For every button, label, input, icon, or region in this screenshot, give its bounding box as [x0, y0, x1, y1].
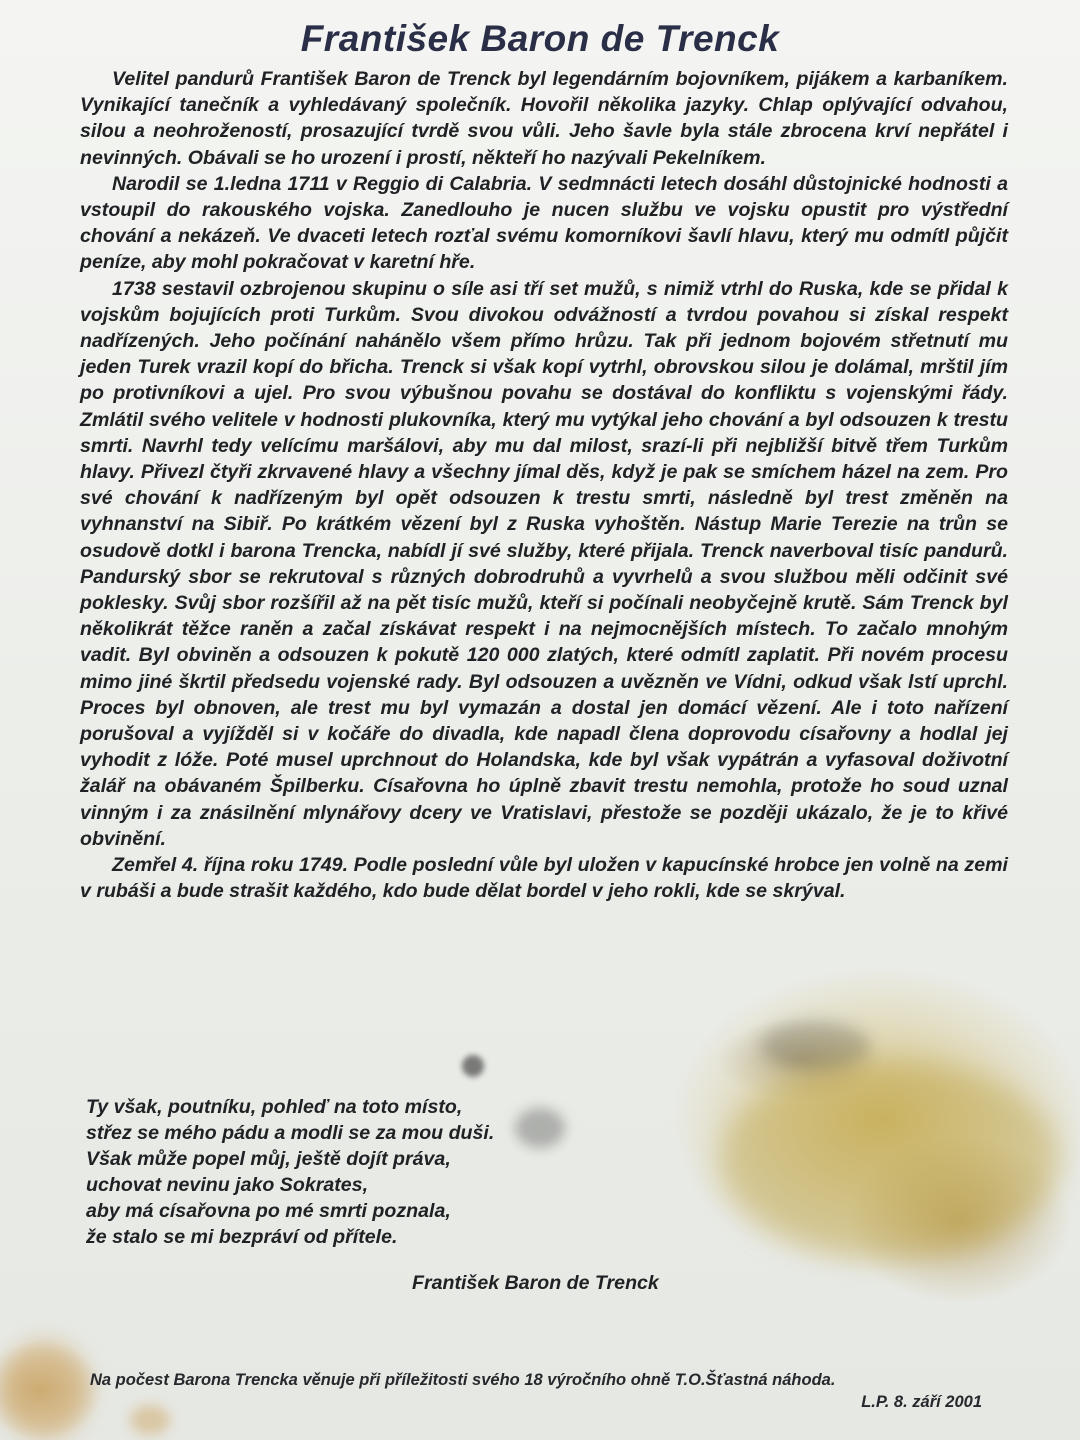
poem-line: že stalo se mi bezpráví od přítele.: [86, 1226, 398, 1248]
poem-line: Ty však, poutníku, pohleď na toto místo,: [86, 1096, 463, 1118]
stain-smudge: [760, 1020, 870, 1070]
poem-line: uchovat nevinu jako Sokrates,: [86, 1174, 369, 1196]
paragraph-death: Zemřel 4. října roku 1749. Podle poslední vůle byl uložen v kapucínské hrobce jen volně na zemi v rubáši a bude strašit každého, kdo bude dělat bordel v jeho rokli, kde se skrýval.: [80, 854, 1008, 903]
stain-bottom-right: [720, 1060, 1060, 1260]
paragraph-intro: Velitel pandurů František Baron de Trenck byl legendárním bojovníkem, pijákem a karbaníkem. Vynikající tanečník a vyhledávaný společník. Hovořil několika jazyky. Chlap oplývající odvahou, silou a neohrožeností, prosazující tvrdě svou vůli. Jeho šavle byla stále zbrocena krví nepřátel i nevinných. Obávali se ho urození i prostí, někteří ho nazývali Pekelníkem.: [80, 68, 1008, 169]
stain-dark-spot: [462, 1055, 484, 1077]
page-title: František Baron de Trenck: [300, 18, 780, 59]
poem-line: střez se mého pádu a modli se za mou duši.: [86, 1122, 495, 1144]
signature: František Baron de Trenck: [412, 1272, 659, 1294]
stain-grey-spot: [515, 1108, 565, 1148]
paragraph-career: 1738 sestavil ozbrojenou skupinu o síle asi tří set mužů, s nimiž vtrhl do Ruska, kde se přidal k vojskům bojujících proti Turkům. Svou divokou odvážností a tvrdou povahou si získal respekt nadřízených. Jeho počínání nahánělo všem přímo hrůzu. Tak při jednom bojovém střetnutí mu jeden Turek vrazil kopí do břicha. Trenck si však kopí vytrhl, obrovskou silou je dolámal, mrštil jím po protivníkovi a ujel. Pro svou výbušnou povahu se dostával do konfliktu s vojenskými řády. Zmlátil svého velitele v hodnosti plukovníka, který mu vytýkal jeho chování a byl odsouzen k trestu smrti. Navrhl tedy velícímu maršálovi, aby mu dal milost, srazí-li při nejbližší bitvě třem Turkům hlavy. Přivezl čtyři zkrvavené hlavy a všechny jímal děs, když je pak se smíchem házel na zem. Pro své chování k nadřízeným byl opět odsouzen k trestu smrti, následně byl trest změněn na vyhnanství na Sibiř. Po krátkém vězení byl z Ruska vyhoštěn. Nástup Marie Terezie na trůn se osudově dotkl i barona Trencka, nabídl jí své služby, které přijala. Trenck naverboval tisíc pandurů. Pandurský sbor se rekrutoval s různých dobrodruhů a vyvrhelů a svou službou měli odčinit své poklesky. Svůj sbor rozšířil až na pět tisíc mužů, kteří si počínali neobyčejně krutě. Sám Trenck byl několikrát těžce raněn a začal získávat respekt i na nejmocnějších místech. To začalo mnohým vadit. Byl obviněn a odsouzen k pokutě 120 000 zlatých, které odmítl zaplatit. Při novém procesu mimo jiné škrtil předsedu vojenské rady. Byl odsouzen a uvězněn ve Vídni, odkud však lstí uprchl. Proces byl obnoven, ale trest mu byl vymazán a dostal jen domácí vězení. Ale i toto nařízení porušoval a vyjížděl si v kočáře do divadla, kde napadl člena doprovodu císařovny a hodlal jej vyhodit z lóže. Poté musel uprchnout do Holandska, kde byl však vypátrán a vyfasoval doživotní žalář na obávaném Špilberku. Císařovna ho úplně zbavit trestu nemohla, protože ho soud uznal vinným i za znásilnění mlynářovy dcery ve Vratislavi, přestože se později ukázalo, že je to křivé obvinění.: [80, 277, 1008, 850]
poem-line: aby má císařovna po mé smrti poznala,: [86, 1200, 451, 1222]
poem-line: Však může popel můj, ještě dojít práva,: [86, 1148, 451, 1170]
biography-text: [80, 66, 1008, 905]
stain-bottom-spot: [130, 1405, 170, 1435]
epitaph-poem: [86, 1094, 494, 1250]
stain-left-corner: [0, 1340, 90, 1440]
dedication: Na počest Barona Trencka věnuje při příležitosti svého 18 výročního ohně T.O.Šťastná náhoda.: [90, 1371, 836, 1389]
paragraph-birth: Narodil se 1.ledna 1711 v Reggio di Calabria. V sedmnácti letech dosáhl důstojnické hodnosti a vstoupil do rakouského vojska. Zanedlouho je nucen službu ve vojsku opustit pro výstřední chování a nekázeň. Ve dvaceti letech rozťal svému komorníkovi šavlí hlavu, který mu odmítl půjčit peníze, aby mohl pokračovat v karetní hře.: [80, 172, 1008, 274]
dedication-date: L.P. 8. září 2001: [861, 1393, 982, 1411]
